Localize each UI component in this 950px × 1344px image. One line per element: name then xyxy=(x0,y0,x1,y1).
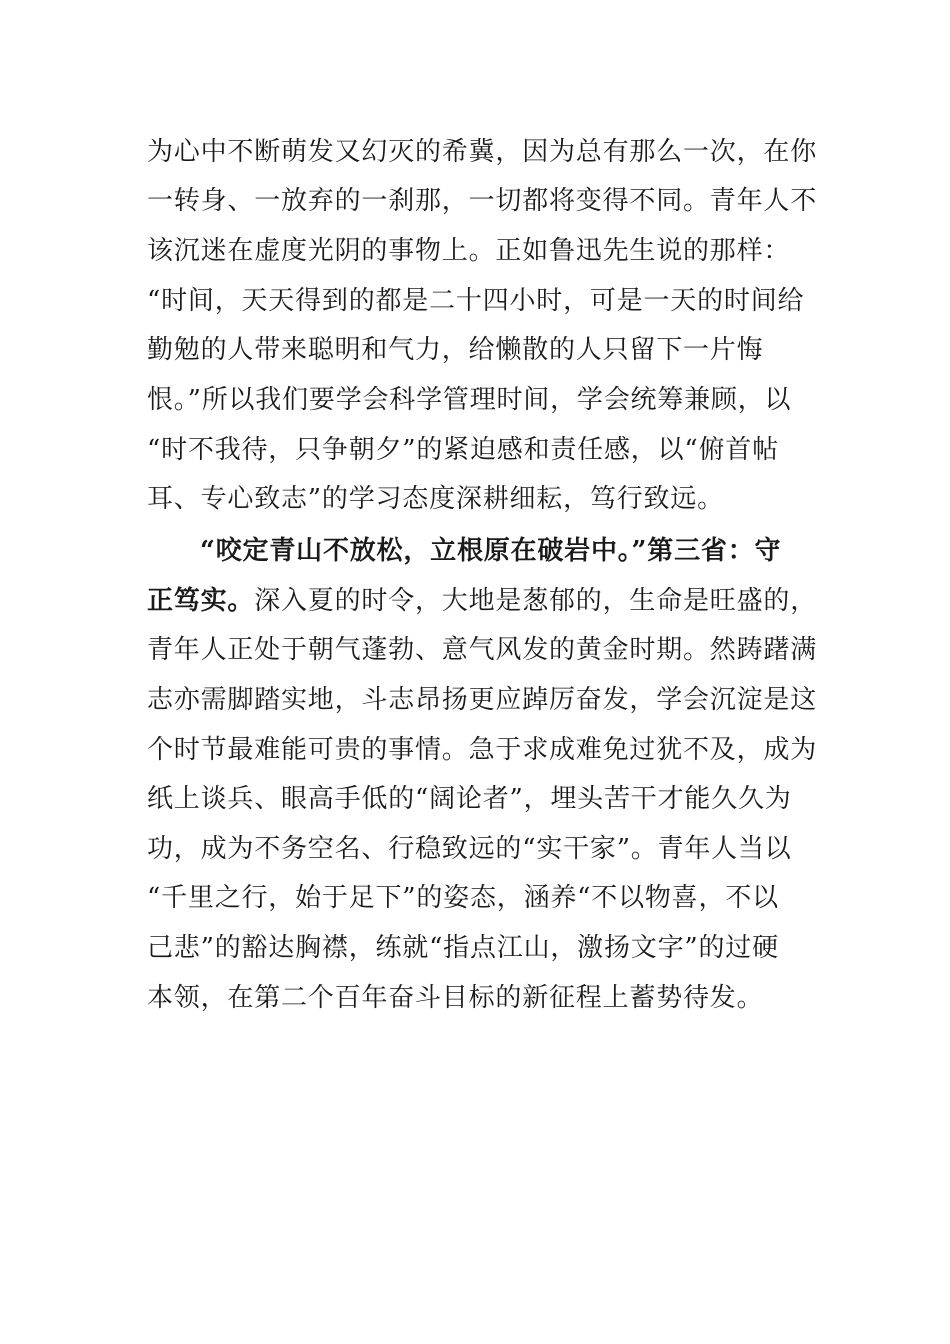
paragraph-2-line-2-text: 深入夏的时令，大地是葱郁的，生命是旺盛的， xyxy=(254,586,818,616)
paragraph-2-line-3: 青年人正处于朝气蓬勃、意气风发的黄金时期。然踌躇满 xyxy=(147,635,818,665)
paragraph-1-line-5: 勤勉的人带来聪明和气力，给懒散的人只留下一片悔 xyxy=(147,335,764,365)
paragraph-1-line-3: 该沉迷在虚度光阴的事物上。正如鲁迅先生说的那样： xyxy=(147,236,791,266)
paragraph-2-line-6: 纸上谈兵、眼高手低的“阔论者”，埋头苦干才能久久为 xyxy=(147,784,792,814)
paragraph-1-line-6: 恨。”所以我们要学会科学管理时间，学会统筹兼顾，以 xyxy=(147,385,792,415)
paragraph-2-line-2 xyxy=(147,585,818,617)
paragraph-2-line-9: 己悲”的豁达胸襟，练就“指点江山，激扬文字”的过硬 xyxy=(147,933,779,963)
paragraph-2-heading-tail: 正笃实。 xyxy=(147,586,255,616)
paragraph-1-line-7: “时不我待，只争朝夕”的紧迫感和责任感，以“俯首帖 xyxy=(147,435,779,465)
paragraph-1-line-8: 耳、专心致志”的学习态度深耕细耘，笃行致远。 xyxy=(147,484,724,514)
paragraph-1-line-2: 一转身、一放弃的一刹那，一切都将变得不同。青年人不 xyxy=(147,186,818,216)
paragraph-2-heading-line-1: “咬定青山不放松，立根原在破岩中。”第三省：守 xyxy=(200,536,782,566)
paragraph-1-line-4: “时间，天天得到的都是二十四小时，可是一天的时间给 xyxy=(147,286,805,316)
paragraph-2-line-5: 个时节最难能可贵的事情。急于求成难免过犹不及，成为 xyxy=(147,735,818,765)
paragraph-2-line-7: 功，成为不务空名、行稳致远的“实干家”。青年人当以 xyxy=(147,834,792,864)
paragraph-2-line-10: 本领，在第二个百年奋斗目标的新征程上蓄势待发。 xyxy=(147,983,764,1013)
paragraph-1-line-1: 为心中不断萌发又幻灭的希冀，因为总有那么一次，在你 xyxy=(147,137,818,167)
paragraph-2-line-8: “千里之行，始于足下”的姿态，涵养“不以物喜，不以 xyxy=(147,883,779,913)
paragraph-2-line-4: 志亦需脚踏实地，斗志昂扬更应踔厉奋发，学会沉淀是这 xyxy=(147,685,818,715)
